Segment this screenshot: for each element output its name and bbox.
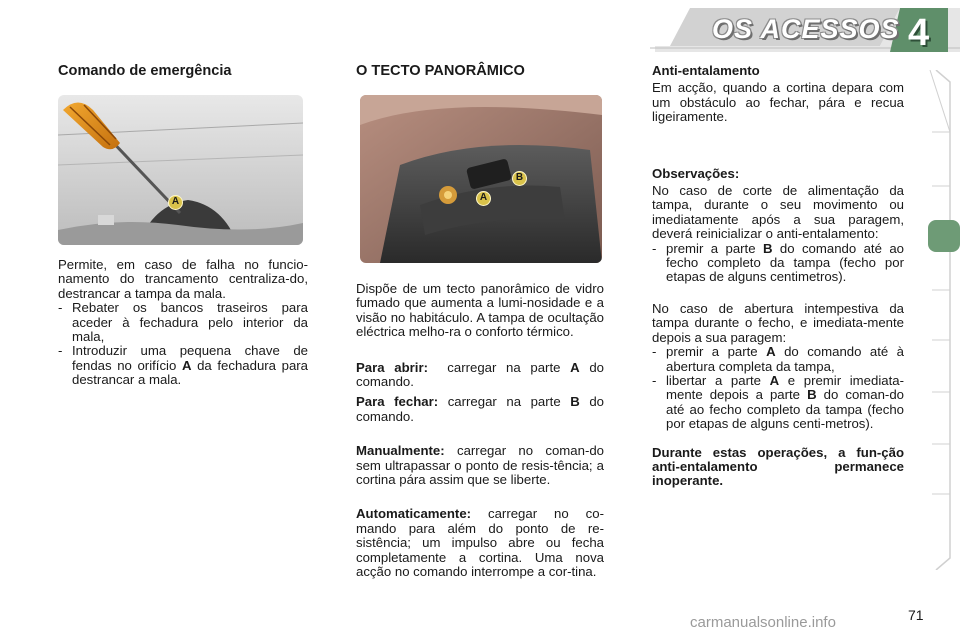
- callout-b: B: [512, 171, 527, 186]
- roof-heading: O TECTO PANORÂMICO: [356, 63, 525, 79]
- observations-text: No caso de corte de alimentação da tampa, durante o seu movimento ou imediatamente após a sua paragem, deverá reinicializar o anti-entalamento:: [652, 183, 904, 242]
- middle-body: [356, 282, 604, 580]
- manual-instruction: Manualmente: carregar no coman-do sem ultrapassar o ponto de resis-tência; a cortina pára assim que se liberte.: [356, 443, 604, 488]
- warning-text: Durante estas operações, a fun-ção anti-entalamento permanece inoperante.: [652, 444, 904, 489]
- middle-column-heading: [356, 64, 606, 78]
- trunk-lock-photo: [58, 95, 303, 245]
- auto-instruction: Automaticamente: carregar no co-mando para além do ponto de re-sistência; um impulso abre ou fecha completamente a cortina. Uma nova acção no comando interrompe a cor-tina.: [356, 506, 604, 580]
- list-item: - Rebater os bancos traseiros para aceder à fechadura pelo interior da mala,: [58, 300, 308, 345]
- active-chapter-tab: [928, 220, 960, 252]
- roof-control-photo: [360, 95, 602, 263]
- list-item: - libertar a parte A e premir imediata-mente depois a parte B do coman-do até ao fecho completo da tampa (fecho por etapas de alguns centi-metros).: [652, 372, 904, 432]
- watermark: carmanualsonline.info: [690, 614, 836, 631]
- callout-a: A: [476, 191, 491, 206]
- emergency-intro: Permite, em caso de falha no funcio-namento do trancamento centraliza-do, destrancar a tampa da mala.: [58, 257, 308, 301]
- chapter-tabs: [928, 70, 960, 570]
- list-item: - premir a parte A do comando até à abertura completa da tampa,: [652, 344, 905, 374]
- page-number: 71: [908, 607, 924, 623]
- anti-trap-text: Em acção, quando a cortina depara com um obstáculo ao fechar, pára e recua ligeiramente.: [652, 80, 904, 125]
- right-column: [652, 64, 904, 489]
- close-instruction: Para fechar: carregar na parte B do comando.: [356, 394, 604, 424]
- open-instruction: Para abrir: carregar na parte A do comando.: [356, 359, 604, 390]
- anti-trap-heading: Anti-entalamento: [652, 63, 760, 78]
- emergency-heading: Comando de emergência: [58, 63, 232, 79]
- callout-a: A: [168, 195, 183, 210]
- section-title: OS ACESSOS: [712, 14, 900, 44]
- list-item: - premir a parte B do comando até ao fecho completo da tampa (fecho por etapas de alguns centimetros).: [652, 240, 904, 285]
- page-header: [0, 0, 960, 60]
- chapter-number: 4: [908, 12, 930, 54]
- list-item: - Introduzir uma pequena chave de fendas no orifício A da fechadura para destrancar a mala.: [58, 343, 309, 388]
- roof-intro: Dispõe de um tecto panorâmico de vidro fumado que aumenta a lumi-nosidade e a visão no habitáculo. A tampa de ocultação eléctrica melho-ra o conforto térmico.: [356, 281, 604, 340]
- left-column: [58, 64, 308, 78]
- left-body: [58, 258, 308, 388]
- case-text: No caso de abertura intempestiva da tampa durante o fecho, e imediata-mente depois a sua paragem:: [652, 300, 904, 345]
- observations-heading: Observações:: [652, 165, 740, 181]
